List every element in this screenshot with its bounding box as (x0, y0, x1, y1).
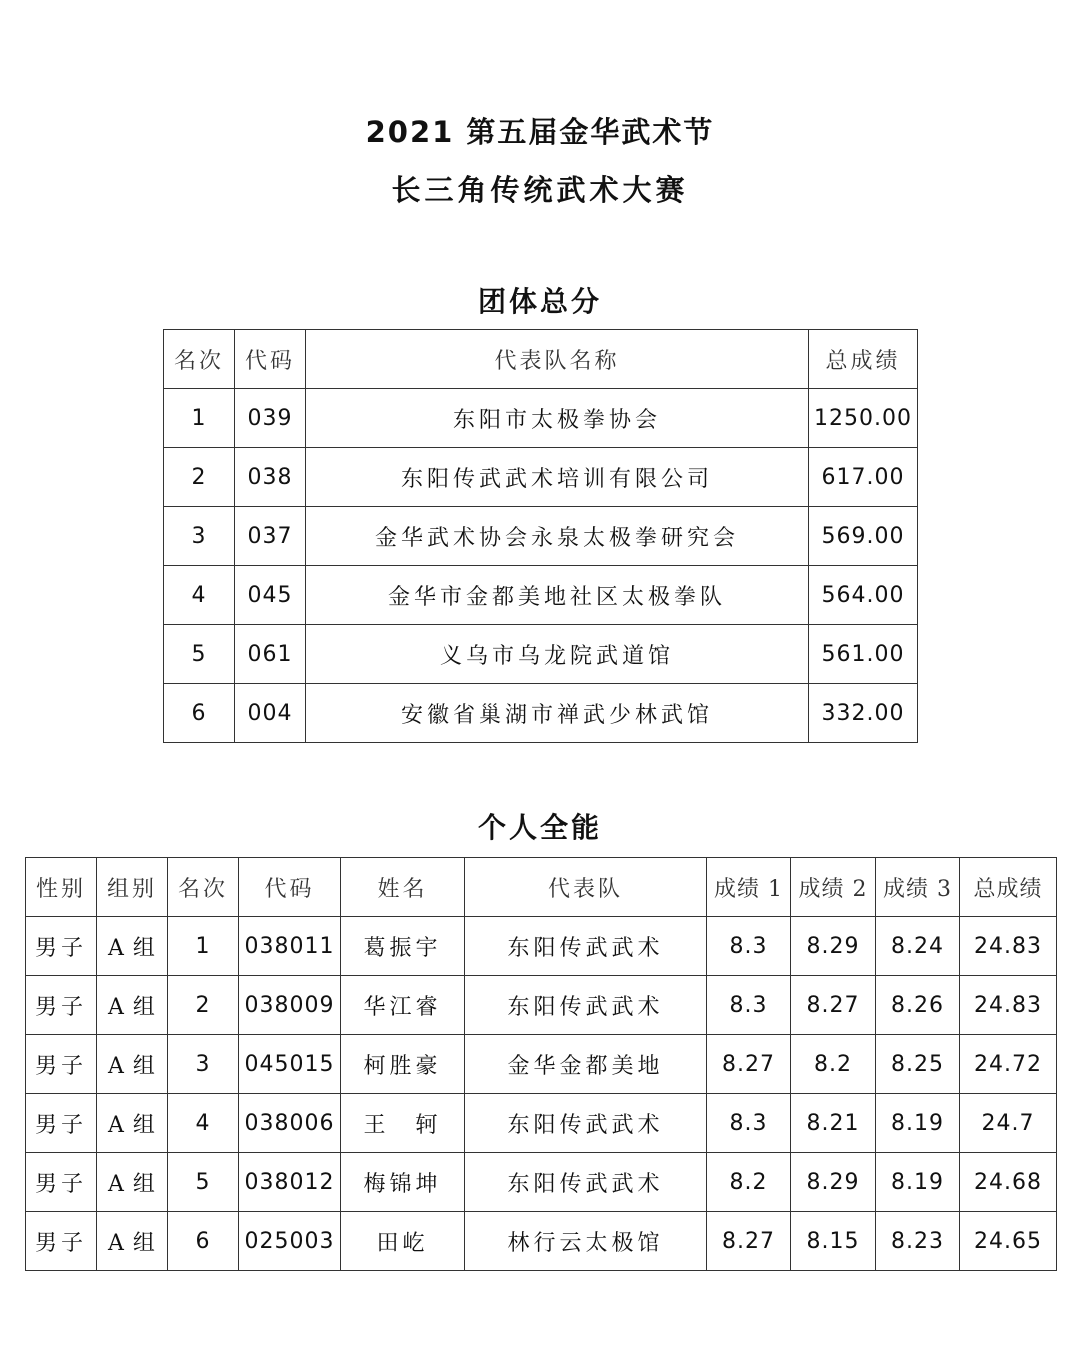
score-2-cell: 8.29 (791, 1153, 876, 1212)
column-header-gender: 性别 (26, 858, 97, 917)
team-name-cell: 东阳传武武术培训有限公司 (306, 448, 809, 507)
table-row (164, 389, 918, 448)
team-cell: 金华金都美地 (465, 1035, 707, 1094)
group-cell: A 组 (97, 917, 168, 976)
score-3-cell: 8.19 (876, 1094, 960, 1153)
column-header-score-3: 成绩 3 (876, 858, 960, 917)
column-header-group: 组别 (97, 858, 168, 917)
athlete-name-cell: 柯胜豪 (341, 1035, 465, 1094)
group-cell: A 组 (97, 1035, 168, 1094)
team-cell: 东阳传武武术 (465, 1153, 707, 1212)
gender-cell: 男子 (26, 976, 97, 1035)
athlete-name-cell: 王 轲 (341, 1094, 465, 1153)
table-row (26, 1212, 1057, 1271)
gender-cell: 男子 (26, 917, 97, 976)
team-cell: 东阳传武武术 (465, 917, 707, 976)
score-3-cell: 8.26 (876, 976, 960, 1035)
score-3-cell: 8.24 (876, 917, 960, 976)
total-score-cell: 24.65 (960, 1212, 1057, 1271)
total-score-cell: 617.00 (809, 448, 918, 507)
code-cell: 004 (235, 684, 306, 743)
code-cell: 038012 (239, 1153, 341, 1212)
table-row (164, 625, 918, 684)
athlete-name-cell: 葛振宇 (341, 917, 465, 976)
rank-cell: 4 (164, 566, 235, 625)
column-header-rank: 名次 (164, 330, 235, 389)
gender-cell: 男子 (26, 1035, 97, 1094)
team-name-cell: 安徽省巢湖市禅武少林武馆 (306, 684, 809, 743)
rank-cell: 1 (164, 389, 235, 448)
code-cell: 025003 (239, 1212, 341, 1271)
column-header-score-1: 成绩 1 (707, 858, 791, 917)
code-cell: 039 (235, 389, 306, 448)
rank-cell: 4 (168, 1094, 239, 1153)
column-header-team-name: 代表队名称 (306, 330, 809, 389)
rank-cell: 2 (168, 976, 239, 1035)
team-name-cell: 金华武术协会永泉太极拳研究会 (306, 507, 809, 566)
column-header-code: 代码 (235, 330, 306, 389)
rank-cell: 6 (168, 1212, 239, 1271)
document-subtitle: 长三角传统武术大赛 (391, 173, 689, 207)
column-header-total-score: 总成绩 (960, 858, 1057, 917)
rank-cell: 5 (164, 625, 235, 684)
rank-cell: 1 (168, 917, 239, 976)
individual-score-table (25, 857, 1057, 1271)
total-score-cell: 24.7 (960, 1094, 1057, 1153)
score-3-cell: 8.25 (876, 1035, 960, 1094)
table-row (26, 1153, 1057, 1212)
score-1-cell: 8.27 (707, 1035, 791, 1094)
individual-section-title: 个人全能 (477, 811, 602, 844)
column-header-team: 代表队 (465, 858, 707, 917)
total-score-cell: 24.83 (960, 917, 1057, 976)
score-1-cell: 8.3 (707, 976, 791, 1035)
rank-cell: 2 (164, 448, 235, 507)
total-score-cell: 24.83 (960, 976, 1057, 1035)
score-2-cell: 8.27 (791, 976, 876, 1035)
code-cell: 038011 (239, 917, 341, 976)
rank-cell: 3 (168, 1035, 239, 1094)
score-2-cell: 8.15 (791, 1212, 876, 1271)
athlete-name-cell: 田屹 (341, 1212, 465, 1271)
table-header-row (164, 330, 918, 389)
document-title: 2021 第五届金华武术节 (365, 115, 715, 149)
column-header-code: 代码 (239, 858, 341, 917)
score-1-cell: 8.3 (707, 1094, 791, 1153)
score-1-cell: 8.3 (707, 917, 791, 976)
column-header-total-score: 总成绩 (809, 330, 918, 389)
gender-cell: 男子 (26, 1153, 97, 1212)
group-cell: A 组 (97, 1094, 168, 1153)
team-name-cell: 义乌市乌龙院武道馆 (306, 625, 809, 684)
team-score-table (163, 329, 918, 743)
table-row (26, 1035, 1057, 1094)
table-row (164, 448, 918, 507)
table-row (164, 566, 918, 625)
score-3-cell: 8.23 (876, 1212, 960, 1271)
column-header-rank: 名次 (168, 858, 239, 917)
total-score-cell: 332.00 (809, 684, 918, 743)
total-score-cell: 564.00 (809, 566, 918, 625)
team-name-cell: 金华市金都美地社区太极拳队 (306, 566, 809, 625)
table-row (26, 976, 1057, 1035)
team-cell: 东阳传武武术 (465, 1094, 707, 1153)
code-cell: 045015 (239, 1035, 341, 1094)
score-1-cell: 8.2 (707, 1153, 791, 1212)
athlete-name-cell: 华江睿 (341, 976, 465, 1035)
total-score-cell: 561.00 (809, 625, 918, 684)
gender-cell: 男子 (26, 1094, 97, 1153)
group-cell: A 组 (97, 1153, 168, 1212)
team-name-cell: 东阳市太极拳协会 (306, 389, 809, 448)
total-score-cell: 24.72 (960, 1035, 1057, 1094)
column-header-name: 姓名 (341, 858, 465, 917)
table-row (26, 1094, 1057, 1153)
code-cell: 061 (235, 625, 306, 684)
total-score-cell: 569.00 (809, 507, 918, 566)
column-header-score-2: 成绩 2 (791, 858, 876, 917)
total-score-cell: 1250.00 (809, 389, 918, 448)
team-section-title: 团体总分 (477, 285, 602, 318)
code-cell: 038009 (239, 976, 341, 1035)
code-cell: 038 (235, 448, 306, 507)
score-2-cell: 8.2 (791, 1035, 876, 1094)
table-row (164, 507, 918, 566)
table-row (26, 917, 1057, 976)
code-cell: 038006 (239, 1094, 341, 1153)
athlete-name-cell: 梅锦坤 (341, 1153, 465, 1212)
total-score-cell: 24.68 (960, 1153, 1057, 1212)
group-cell: A 组 (97, 1212, 168, 1271)
gender-cell: 男子 (26, 1212, 97, 1271)
score-2-cell: 8.29 (791, 917, 876, 976)
score-2-cell: 8.21 (791, 1094, 876, 1153)
rank-cell: 5 (168, 1153, 239, 1212)
table-row (164, 684, 918, 743)
team-cell: 林行云太极馆 (465, 1212, 707, 1271)
score-3-cell: 8.19 (876, 1153, 960, 1212)
team-cell: 东阳传武武术 (465, 976, 707, 1035)
group-cell: A 组 (97, 976, 168, 1035)
score-1-cell: 8.27 (707, 1212, 791, 1271)
code-cell: 037 (235, 507, 306, 566)
rank-cell: 3 (164, 507, 235, 566)
rank-cell: 6 (164, 684, 235, 743)
code-cell: 045 (235, 566, 306, 625)
table-header-row (26, 858, 1057, 917)
